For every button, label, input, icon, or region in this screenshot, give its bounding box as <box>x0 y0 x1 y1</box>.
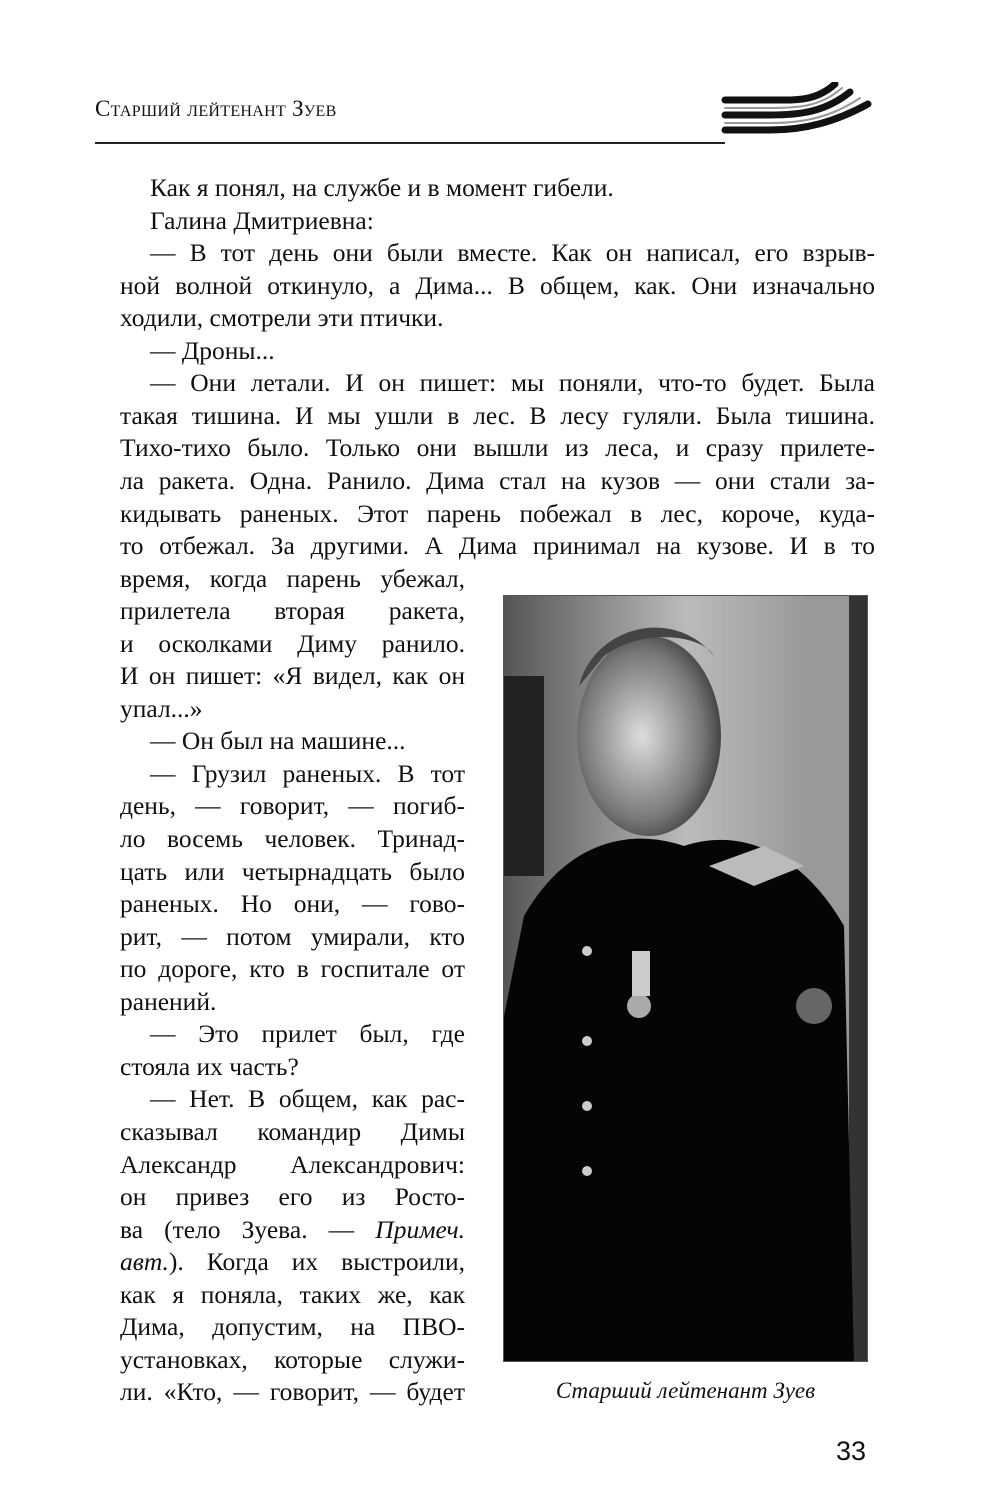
text-line: день, — говорит, — погиб- <box>120 791 465 821</box>
text-line: упал...» <box>120 693 203 723</box>
text-line: ли. «Кто, — говорит, — будет <box>120 1377 465 1407</box>
text-line: цать или четырнадцать было <box>120 856 465 886</box>
text-line: рит, — потом умирали, кто <box>120 921 465 951</box>
italic-note: авт. <box>120 1247 169 1277</box>
text-line: как я поняла, таких же, как <box>120 1279 465 1309</box>
text-line: по дороге, кто в госпитале от <box>120 954 465 984</box>
text-line: сказывал командир Димы <box>120 1116 465 1146</box>
text-line: — Он был на машине... <box>150 726 406 756</box>
page-number: 33 <box>836 1436 867 1466</box>
text-line: — Это прилет был, где <box>150 1019 465 1049</box>
text-line: Дима, допустим, на ПВО- <box>120 1312 465 1342</box>
text-line: то отбежал. За другими. А Дима принимал на кузове. И в то <box>120 531 875 561</box>
italic-note: Примеч. <box>375 1214 465 1244</box>
text-line: Тихо-тихо было. Только они вышли из леса, и сразу прилете- <box>120 433 875 463</box>
text-line: ло восемь человек. Тринад- <box>120 824 465 853</box>
text-line: ходили, смотрели эти птички. <box>120 303 444 333</box>
text-line: — Они летали. И он пишет: мы поняли, что-то будет. Была <box>150 368 875 398</box>
st-george-ribbon-icon <box>720 82 875 152</box>
portrait-photo <box>503 595 868 1362</box>
text-segment: ва (тело Зуева. — <box>120 1214 376 1244</box>
text-line: — Дроны... <box>150 335 275 365</box>
text-line: И он пишет: «Я видел, как он <box>120 661 465 691</box>
text-line: Галина Дмитриевна: <box>150 205 374 235</box>
header-rule <box>95 142 725 144</box>
text-line: кидывать раненых. Этот парень побежал в лес, короче, куда- <box>120 498 875 528</box>
text-line: — В тот день они были вместе. Как он написал, его взрыв- <box>150 238 875 268</box>
text-line: стояла их часть? <box>120 1051 299 1081</box>
text-line: и осколками Диму ранило. <box>120 628 465 658</box>
running-head-title: Старший лейтенант Зуев <box>95 96 337 121</box>
text-line: установках, которые служи- <box>120 1344 465 1374</box>
text-line <box>120 1214 465 1246</box>
text-line: такая тишина. И мы ушли в лес. В лесу гуляли. Была тишина. <box>120 400 875 430</box>
text-segment: ). Когда их выстроили, <box>168 1247 465 1277</box>
text-line: раненых. Но они, — гово- <box>120 889 465 919</box>
text-line <box>120 1246 465 1278</box>
text-line: — Грузил раненых. В тот <box>150 758 465 788</box>
text-line: ранений. <box>120 986 217 1016</box>
photo-caption: Старший лейтенант Зуев <box>555 1378 816 1403</box>
text-line: ной волной откинуло, а Дима... В общем, как. Они изначально <box>120 270 875 300</box>
text-line: ла ракета. Одна. Ранило. Дима стал на кузов — они стали за- <box>120 465 875 495</box>
text-line: — Нет. В общем, как рас- <box>150 1084 465 1114</box>
text-line: время, когда парень убежал, <box>120 563 465 593</box>
text-line: Как я понял, на службе и в момент гибели. <box>150 173 614 202</box>
text-line: Александр Александрович: <box>120 1149 465 1179</box>
text-line: прилетела вторая ракета, <box>120 596 465 626</box>
text-line: он привез его из Росто- <box>120 1182 465 1212</box>
